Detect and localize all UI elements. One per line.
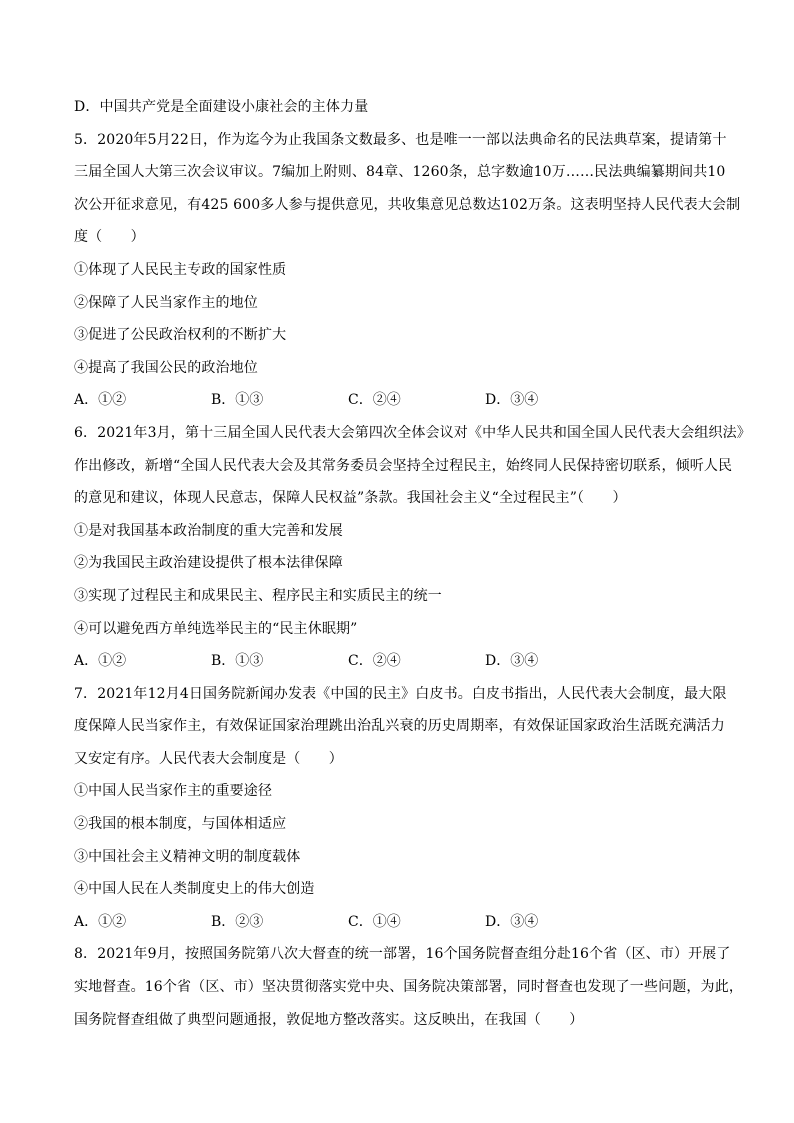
question-7-stem-line-2: 度保障人民当家作主，有效保证国家治理跳出治乱兴衰的历史周期率，有效保证国家政治生活既充满活力 [74,718,725,735]
question-5 [74,131,741,409]
question-5-stem-line-2: 三届全国人大第三次会议审议。7编加上附则、84章、1260条，总字数逾10万……民法典编纂期间共10 [74,164,726,181]
question-7-item-1: ①中国人民当家作主的重要途径 [74,783,273,800]
question-8 [74,946,744,1028]
question-6-options [74,653,724,669]
question-6-stem-line-2: 作出修改，新增“全国人民代表大会及其常务委员会坚持全过程民主，始终同人民保持密切联系，倾听人民 [74,457,733,474]
question-5-stem-line-4: 度（ ） [74,229,145,246]
question-7-item-4: ④中国人民在人类制度史上的伟大创造 [74,881,315,898]
question-6-option-a: A．①② [74,653,127,670]
question-5-stem-line-3: 次公开征求意见，有425 600多人参与提供意见，共收集意见总数达102万条。这表明坚持人民代表大会制 [74,196,741,213]
question-6-stem-line-3: 的意见和建议，体现人民意志，保障人民权益”条款。我国社会主义“全过程民主”（ ） [74,490,627,507]
question-7-option-a: A．①② [74,913,127,930]
exam-page [74,99,751,1044]
question-7-options [74,914,724,930]
question-8-stem-line-2: 实地督查。16个省（区、市）坚决贯彻落实党中央、国务院决策部署，同时督查也发现了一些问题，为此， [74,979,744,996]
question-6-option-b: B．①③ [211,653,264,670]
question-5-item-3: ③促进了公民政治权利的不断扩大 [74,327,287,344]
question-5-item-2: ②保障了人民当家作主的地位 [74,294,258,311]
question-5-options [74,392,724,408]
question-6-stem-line-1: 6．2021年3月，第十三届全国人民代表大会第四次全体会议对《中华人民共和国全国人民代表大会组织法》 [74,424,751,441]
question-5-item-4: ④提高了我国公民的政治地位 [74,359,258,376]
question-8-stem-line-3: 国务院督查组做了典型问题通报，敦促地方整改落实。这反映出，在我国（ ） [74,1011,584,1028]
question-5-option-d: D．③④ [485,392,539,409]
question-6-item-4: ④可以避免西方单纯选举民主的“民主休眠期” [74,620,358,637]
question-7-item-2: ②我国的根本制度，与国体相适应 [74,816,287,833]
question-6-option-c: C．②④ [348,653,401,670]
question-7 [74,685,727,930]
option-d-previous-question: D．中国共产党是全面建设小康社会的主体力量 [74,99,369,115]
question-5-option-a: A．①② [74,392,127,409]
question-8-stem-line-1: 8．2021年9月，按照国务院第八次大督查的统一部署，16个国务院督查组分赴16个省（区、市）开展了 [74,946,731,963]
question-7-item-3: ③中国社会主义精神文明的制度载体 [74,848,301,865]
question-7-stem-line-1: 7．2021年12月4日国务院新闻办发表《中国的民主》白皮书。白皮书指出，人民代表大会制度，最大限 [74,685,727,702]
question-6-item-3: ③实现了过程民主和成果民主、程序民主和实质民主的统一 [74,587,442,604]
question-5-item-1: ①体现了人民民主专政的国家性质 [74,261,287,278]
question-5-option-b: B．①③ [211,392,264,409]
question-5-stem-line-1: 5．2020年5月22日，作为迄今为止我国条文数最多、也是唯一一部以法典命名的民法典草案，提请第十 [74,131,727,148]
question-7-stem-line-3: 又安定有序。人民代表大会制度是（ ） [74,750,343,767]
question-5-option-c: C．②④ [348,392,401,409]
question-7-option-b: B．②③ [211,913,264,930]
question-6 [74,424,751,670]
question-6-option-d: D．③④ [485,653,539,670]
question-7-option-c: C．①④ [348,913,401,930]
question-7-option-d: D．③④ [485,913,539,930]
question-6-item-1: ①是对我国基本政治制度的重大完善和发展 [74,522,343,539]
question-6-item-2: ②为我国民主政治建设提供了根本法律保障 [74,555,343,572]
